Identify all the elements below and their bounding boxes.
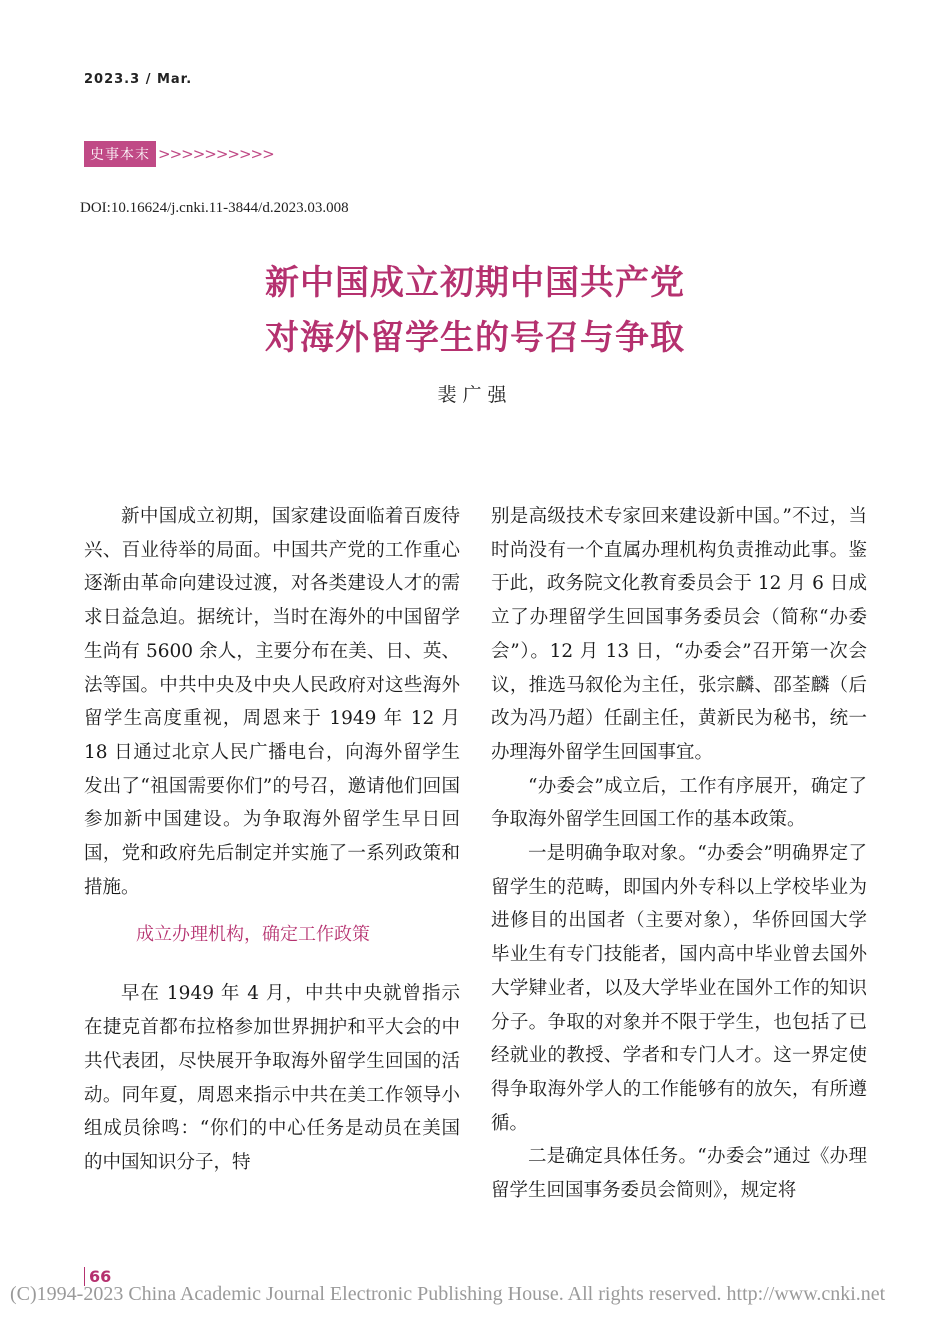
page-number: 66 [84, 1267, 111, 1286]
copyright-notice: (C)1994-2023 China Academic Journal Electronic Publishing House. All rights reserved. http://www.cnki.net [10, 1283, 886, 1305]
author: 裴广强 [437, 384, 513, 406]
paragraph: 新中国成立初期，国家建设面临着百废待兴、百业待举的局面。中国共产党的工作重心逐渐由革命向建设过渡，对各类建设人才的需求日益急迫。据统计，当时在海外的中国留学生尚有 5600 余人，主要分布在美、日、英、法等国。中共中央及中央人民政府对这些海外留学生高度重视，周恩来于 1949 年 12 月 18 日通过北京人民广播电台，向海外留学生发出了“祖国需要你们”的号召，邀请他们回国参加新中国建设。为争取海外留学生早日回国，党和政府先后制定并实施了一系列政策和措施。 [84, 506, 460, 898]
paragraph: 别是高级技术专家回来建设新中国。”不过，当时尚没有一个直属办理机构负责推动此事。鉴于此，政务院文化教育委员会于 12 月 6 日成立了办理留学生回国事务委员会（简称“办委会”）。12 月 13 日，“办委会”召开第一次会议，推选马叙伦为主任，张宗麟、邵荃麟（后改为冯乃超）任副主任，黄新民为秘书，统一办理海外留学生回国事宜。 [491, 506, 867, 763]
article-title-line-2: 对海外留学生的号召与争取 [265, 318, 685, 358]
section-heading: 成立办理机构，确定工作政策 [136, 924, 370, 946]
left-column [84, 500, 460, 1180]
issue-date: 2023.3 / Mar. [84, 72, 193, 87]
right-column [491, 500, 867, 1208]
doi: DOI:10.16624/j.cnki.11-3844/d.2023.03.008 [80, 200, 349, 216]
paragraph: “办委会”成立后，工作有序展开，确定了争取海外留学生回国工作的基本政策。 [491, 775, 867, 831]
article-title-line-1: 新中国成立初期中国共产党 [265, 263, 685, 303]
column-tag-label: 史事本末 [84, 141, 156, 167]
column-tag-arrows: >>>>>>>>>> [158, 145, 274, 163]
paragraph: 二是确定具体任务。“办委会”通过《办理留学生回国事务委员会简则》，规定将 [491, 1146, 867, 1202]
paragraph: 一是明确争取对象。“办委会”明确界定了留学生的范畴，即国内外专科以上学校毕业为进修目的出国者（主要对象），华侨回国大学毕业生有专门技能者，国内高中毕业曾去国外大学肄业者，以及大学毕业在国外工作的知识分子。争取的对象并不限于学生，也包括了已经就业的教授、学者和专门人才。这一界定使得争取海外学人的工作能够有的放矢，有所遵循。 [491, 843, 867, 1134]
paragraph: 早在 1949 年 4 月，中共中央就曾指示在捷克首都布拉格参加世界拥护和平大会的中共代表团，尽快展开争取海外留学生回国的活动。同年夏，周恩来指示中共在美工作领导小组成员徐鸣：“你们的中心任务是动员在美国的中国知识分子，特 [84, 983, 460, 1173]
column-tag [84, 141, 274, 167]
